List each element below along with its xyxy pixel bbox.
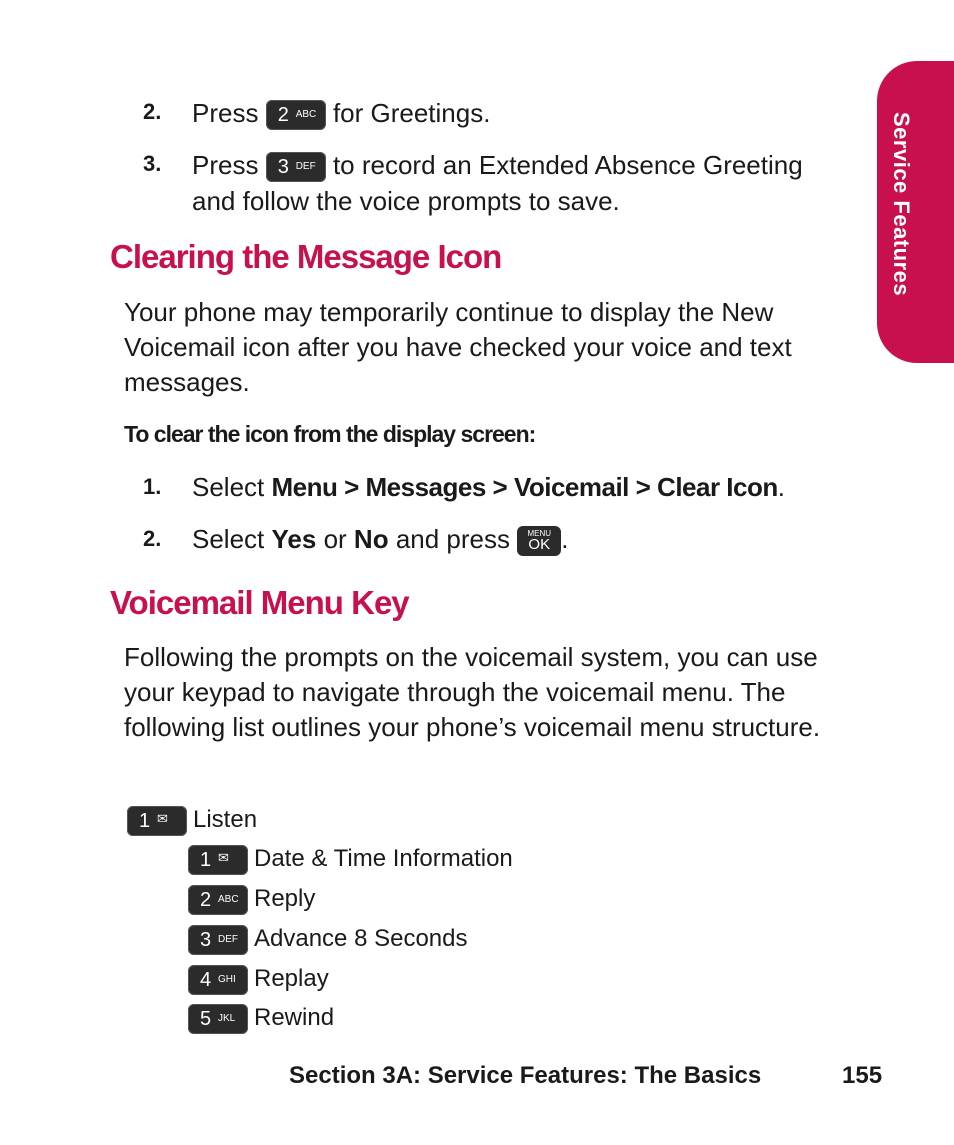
envelope-icon: ✉ bbox=[218, 849, 229, 865]
step-text-line2: and follow the voice prompts to save. bbox=[192, 186, 620, 216]
key-3-icon bbox=[266, 152, 326, 182]
step-number: 2. bbox=[143, 99, 162, 124]
menu-tree-root bbox=[127, 805, 257, 836]
key-digit: 1 bbox=[139, 809, 151, 832]
key-digit: 1 bbox=[200, 848, 212, 871]
menu-label: Replay bbox=[254, 965, 329, 992]
side-tab-label: Service Features bbox=[889, 112, 914, 297]
key-2-icon bbox=[266, 100, 326, 130]
key-5-icon bbox=[188, 1004, 248, 1034]
menu-ok-key-icon bbox=[517, 526, 561, 556]
menu-path: Menu > Messages > Voicemail > Clear Icon bbox=[271, 472, 778, 502]
key-letters: GHI bbox=[218, 973, 236, 985]
key-1-icon bbox=[188, 845, 248, 875]
key-digit: 2 bbox=[277, 104, 289, 127]
key-digit: 3 bbox=[200, 928, 212, 951]
step-post: . bbox=[561, 524, 569, 554]
menu-label: Reply bbox=[254, 885, 316, 912]
footer-section-title: Section 3A: Service Features: The Basics bbox=[289, 1062, 762, 1089]
step-post: . bbox=[777, 472, 785, 502]
key-top-label: MENU bbox=[527, 529, 552, 539]
option-or: or bbox=[323, 524, 347, 554]
step-text bbox=[192, 469, 785, 505]
section-heading: Clearing the Message Icon bbox=[110, 238, 502, 275]
key-digit: 5 bbox=[200, 1007, 212, 1030]
key-2-icon bbox=[188, 885, 248, 915]
step-pre: Press bbox=[192, 98, 259, 128]
menu-label: Rewind bbox=[254, 1004, 335, 1031]
key-4-icon bbox=[188, 965, 248, 995]
key-3-icon bbox=[188, 925, 248, 955]
key-letters: JKL bbox=[218, 1012, 236, 1024]
key-letters: ABC bbox=[218, 893, 239, 905]
step-text bbox=[192, 95, 490, 131]
key-digit: 2 bbox=[200, 888, 212, 911]
step-text bbox=[192, 147, 803, 183]
step-pre: Press bbox=[192, 150, 259, 180]
key-digit: 4 bbox=[200, 968, 212, 991]
page-number: 155 bbox=[842, 1062, 883, 1089]
menu-label: Date & Time Information bbox=[254, 845, 513, 872]
key-1-icon bbox=[127, 806, 187, 836]
menu-tree-item bbox=[188, 964, 329, 995]
envelope-icon: ✉ bbox=[157, 810, 168, 826]
menu-tree-item bbox=[188, 884, 315, 915]
section-heading: Voicemail Menu Key bbox=[110, 584, 409, 621]
step-pre: Select bbox=[192, 524, 265, 554]
section-paragraph: Your phone may temporarily continue to display the New Voicemail icon after you have checked your voice and text messages. bbox=[124, 297, 792, 397]
menu-tree-item bbox=[188, 844, 513, 875]
key-main-label: OK bbox=[528, 536, 551, 554]
step-number: 2. bbox=[143, 526, 162, 551]
menu-label: Listen bbox=[193, 806, 258, 833]
option-no: No bbox=[353, 524, 389, 554]
key-letters: DEF bbox=[295, 161, 316, 173]
step-text bbox=[192, 521, 568, 557]
step-number: 3. bbox=[143, 151, 162, 176]
subheading: To clear the icon from the display screen: bbox=[124, 421, 536, 447]
step-pre: Select bbox=[192, 472, 265, 502]
step-post: to record an Extended Absence Greeting bbox=[332, 150, 803, 180]
key-digit: 3 bbox=[277, 156, 289, 179]
step-mid: and press bbox=[395, 524, 511, 554]
option-yes: Yes bbox=[271, 524, 317, 554]
section-paragraph: Following the prompts on the voicemail system, you can use your keypad to navigate through the voicemail menu. The following list outlines your phone’s voicemail menu structure. bbox=[124, 642, 821, 742]
step-post: for Greetings. bbox=[332, 98, 491, 128]
key-letters: ABC bbox=[295, 109, 317, 121]
key-letters: DEF bbox=[218, 933, 238, 945]
menu-label: Advance 8 Seconds bbox=[254, 925, 468, 952]
step-number: 1. bbox=[143, 474, 162, 499]
menu-tree-item bbox=[188, 924, 467, 955]
menu-tree-item bbox=[188, 1003, 334, 1034]
